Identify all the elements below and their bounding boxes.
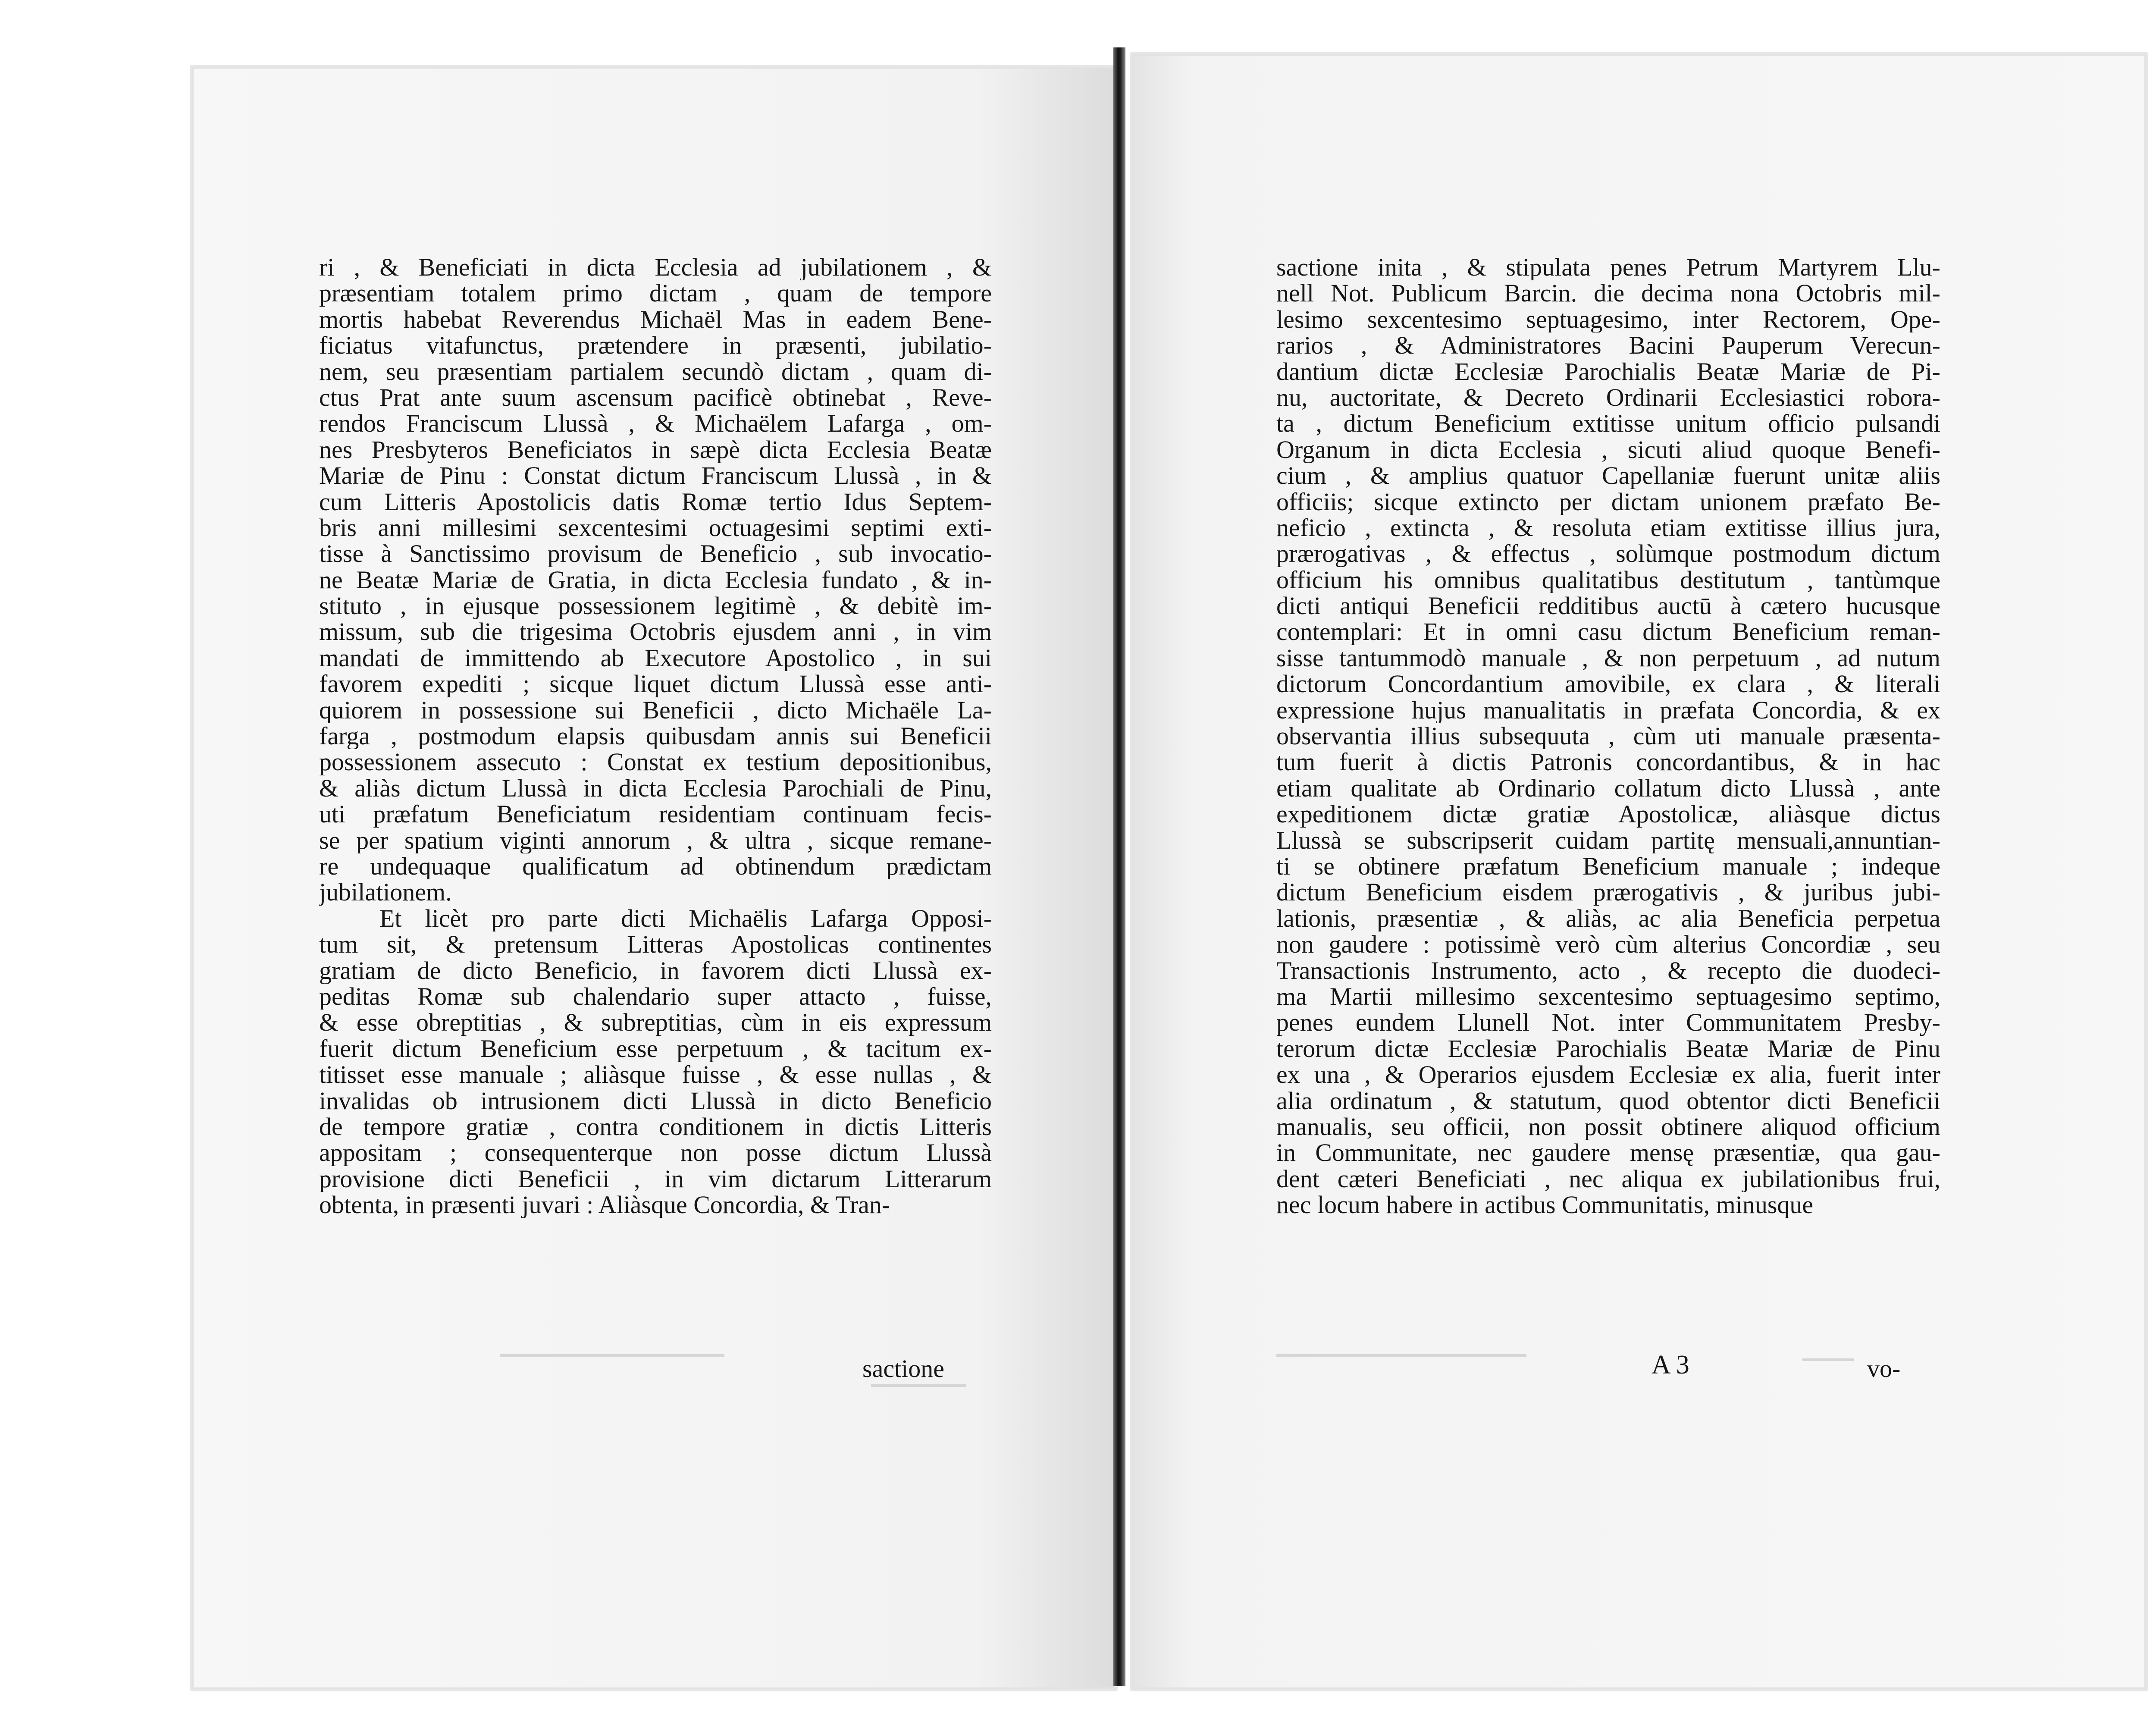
text-line: ta , dictum Beneficium extitisse unitum officio pulsandi (1276, 411, 1940, 437)
text-line: jubilationem. (319, 879, 452, 906)
text-line: quiorem in possessione sui Beneficii , dicto Michaële La- (319, 697, 992, 724)
text-line: ctus Prat ante suum ascensum pacificè obtinebat , Reve- (319, 384, 992, 411)
text-line: Llussà se subscripserit cuidam partitę mensuali,annuntian- (1276, 827, 1940, 853)
show-through-line (500, 1354, 724, 1357)
right-page-text (1276, 254, 1940, 1218)
text-line: ficiatus vitafunctus, prætendere in præsenti, jubilatio- (319, 332, 992, 359)
text-line: manualis, seu officii, non possit obtinere aliquod officium (1276, 1113, 1940, 1140)
text-line: favorem expediti ; sicque liquet dictum Llussà esse anti- (319, 671, 992, 697)
text-line: terorum dictæ Ecclesiæ Parochialis Beatæ Mariæ de Pinu (1276, 1035, 1940, 1062)
text-line: provisione dicti Beneficii , in vim dictarum Litterarum (319, 1166, 992, 1192)
text-line: officiis; sicque extincto per dictam unionem præfato Be- (1276, 489, 1940, 515)
text-line: re undequaque qualificatum ad obtinendum prædictam (319, 853, 992, 880)
text-line: & aliàs dictum Llussà in dicta Ecclesia Parochiali de Pinu, (319, 775, 992, 802)
text-line: non gaudere : potissimè verò cùm alterius Concordiæ , seu (1276, 931, 1940, 958)
signature-mark: A 3 (1651, 1350, 1689, 1380)
text-line: obtenta, in præsenti juvari : Aliàsque Concordia, & Tran- (319, 1192, 890, 1218)
show-through-line (1802, 1358, 1854, 1361)
text-line: tum sit, & pretensum Litteras Apostolicas continentes (319, 931, 992, 958)
text-line: nes Presbyteros Beneficiatos in sæpè dicta Ecclesia Beatæ (319, 436, 992, 463)
text-line: tum fuerit à dictis Patronis concordantibus, & in hac (1276, 749, 1940, 775)
text-line: ti se obtinere præfatum Beneficium manuale ; indeque (1276, 853, 1940, 880)
text-line: possessionem assecuto : Constat ex testium depositionibus, (319, 749, 992, 775)
text-line: tisse à Sanctissimo provisum de Beneficio , sub invocatio- (319, 541, 992, 567)
text-line: sisse tantummodò manuale , & non perpetuum , ad nutum (1276, 645, 1940, 671)
book-gutter (1113, 47, 1125, 1686)
text-line: ne Beatæ Mariæ de Gratia, in dicta Ecclesia fundato , & in- (319, 567, 992, 593)
text-line: ma Martii millesimo sexcentesimo septuagesimo septimo, (1276, 983, 1940, 1010)
left-page-text (319, 254, 992, 1218)
text-line: nu, auctoritate, & Decreto Ordinarii Ecclesiastici robora- (1276, 384, 1940, 411)
text-line: mortis habebat Reverendus Michaël Mas in eadem Bene- (319, 306, 992, 333)
text-line: nem, seu præsentiam partialem secundò dictam , quam di- (319, 358, 992, 385)
text-line: de tempore gratiæ , contra conditionem in dictis Litteris (319, 1113, 992, 1140)
text-line: prærogativas , & effectus , solùmque postmodum dictum (1276, 541, 1940, 567)
text-line: dent cæteri Beneficiati , nec aliqua ex jubilationibus frui, (1276, 1166, 1940, 1192)
text-line: uti præfatum Beneficiatum residentiam continuam fecis- (319, 801, 992, 828)
text-line: invalidas ob intrusionem dicti Llussà in dicto Beneficio (319, 1088, 992, 1114)
text-line: sactione inita , & stipulata penes Petrum Martyrem Llu- (1276, 254, 1940, 281)
text-line: lesimo sexcentesimo septuagesimo, inter Rectorem, Ope- (1276, 306, 1940, 333)
text-line: nell Not. Publicum Barcin. die decima nona Octobris mil- (1276, 280, 1940, 307)
text-line: expressione hujus manualitatis in præfata Concordia, & ex (1276, 697, 1940, 724)
text-line: nec locum habere in actibus Communitatis, minusque (1276, 1192, 1814, 1218)
text-line: missum, sub die trigesima Octobris ejusdem anni , in vim (319, 619, 992, 645)
text-line: rendos Franciscum Llussà , & Michaëlem Lafarga , om- (319, 411, 992, 437)
text-line: fuerit dictum Beneficium esse perpetuum , & tacitum ex- (319, 1035, 992, 1062)
text-line: dictorum Concordantium amovibile, ex clara , & literali (1276, 671, 1940, 697)
text-line: ex una , & Operarios ejusdem Ecclesiæ ex alia, fuerit inter (1276, 1062, 1940, 1088)
text-line: peditas Romæ sub chalendario super attacto , fuisse, (319, 983, 992, 1010)
text-line: ri , & Beneficiati in dicta Ecclesia ad jubilationem , & (319, 254, 992, 281)
text-line: cum Litteris Apostolicis datis Romæ tertio Idus Septem- (319, 489, 992, 515)
text-line: dicti antiqui Beneficii redditibus auctū à cætero hucusque (1276, 593, 1940, 619)
text-line: Et licèt pro parte dicti Michaëlis Lafarga Opposi- (379, 905, 992, 932)
text-line: gratiam de dicto Beneficio, in favorem dicti Llussà ex- (319, 957, 992, 984)
text-line: titisset esse manuale ; aliàsque fuisse , & esse nullas , & (319, 1062, 992, 1088)
show-through-line (1276, 1354, 1526, 1357)
text-line: penes eundem Llunell Not. inter Communitatem Presby- (1276, 1010, 1940, 1036)
text-line: Organum in dicta Ecclesia , sicuti aliud quoque Benefi- (1276, 436, 1940, 463)
text-line: se per spatium viginti annorum , & ultra , sicque remane- (319, 827, 992, 853)
text-line: mandati de immittendo ab Executore Apostolico , in sui (319, 645, 992, 671)
text-line: alia ordinatum , & statutum, quod obtentor dicti Beneficii (1276, 1088, 1940, 1114)
text-line: & esse obreptitias , & subreptitias, cùm in eis expressum (319, 1010, 992, 1036)
text-line: officium his omnibus qualitatibus destitutum , tantùmque (1276, 567, 1940, 593)
text-line: rarios , & Administratores Bacini Pauperum Verecun- (1276, 332, 1940, 359)
text-line: lationis, præsentiæ , & aliàs, ac alia Beneficia perpetua (1276, 905, 1940, 932)
text-line: contemplari: Et in omni casu dictum Beneficium reman- (1276, 619, 1940, 645)
text-line: stituto , in ejusque possessionem legitimè , & debitè im- (319, 593, 992, 619)
text-line: expeditionem dictæ gratiæ Apostolicæ, aliàsque dictus (1276, 801, 1940, 828)
text-line: Transactionis Instrumento, acto , & recepto die duodeci- (1276, 957, 1940, 984)
right-catchword: vo- (1867, 1355, 1901, 1383)
text-line: farga , postmodum elapsis quibusdam annis sui Beneficii (319, 723, 992, 750)
text-line: Mariæ de Pinu : Constat dictum Franciscum Llussà , in & (319, 463, 992, 489)
text-line: dantium dictæ Ecclesiæ Parochialis Beatæ Mariæ de Pi- (1276, 358, 1940, 385)
text-line: præsentiam totalem primo dictam , quam de tempore (319, 280, 992, 307)
text-line: observantia illius subsequuta , cùm uti manuale præsenta- (1276, 723, 1940, 750)
text-line: in Communitate, nec gaudere mensę præsentiæ, qua gau- (1276, 1140, 1940, 1166)
text-line: etiam qualitate ab Ordinario collatum dicto Llussà , ante (1276, 775, 1940, 802)
text-line: dictum Beneficium eisdem prærogativis , & juribus jubi- (1276, 879, 1940, 906)
left-catchword: sactione (862, 1355, 945, 1383)
text-line: bris anni millesimi sexcentesimi octuagesimi septimi exti- (319, 514, 992, 541)
show-through-line (871, 1384, 966, 1387)
text-line: appositam ; consequenterque non posse dictum Llussà (319, 1140, 992, 1166)
text-line: cium , & amplius quatuor Capellaniæ fuerunt unitæ aliis (1276, 463, 1940, 489)
text-line: neficio , extincta , & resoluta etiam extitisse illius jura, (1276, 514, 1940, 541)
